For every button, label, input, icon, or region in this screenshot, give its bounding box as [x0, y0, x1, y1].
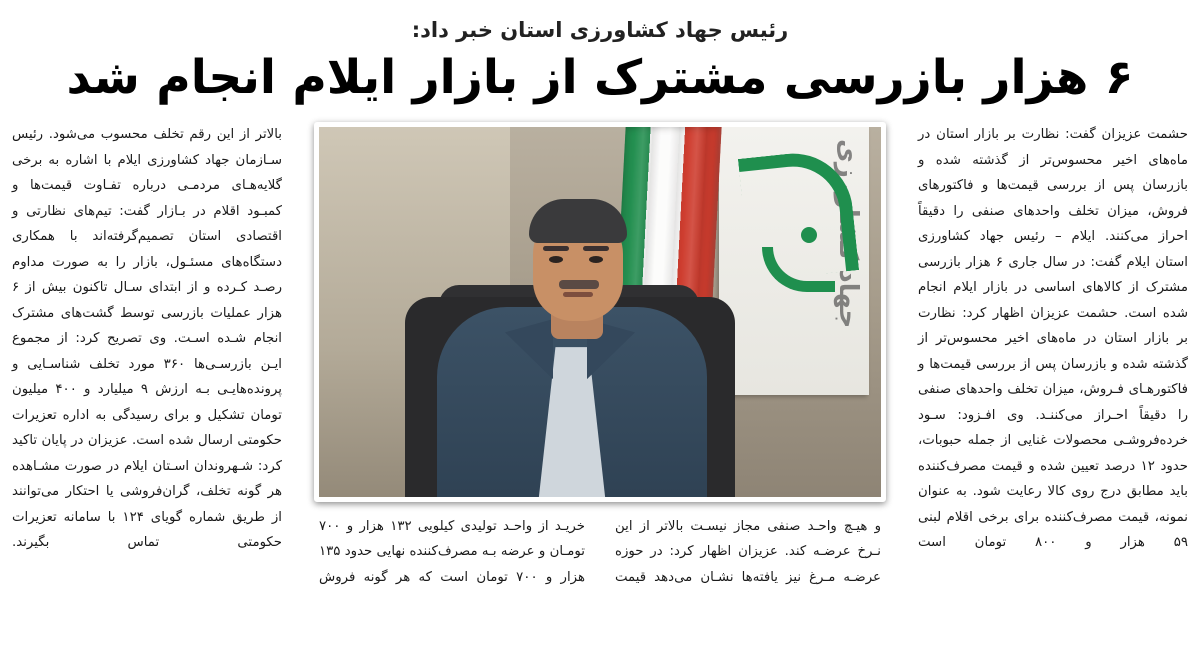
logo-leaf-icon — [762, 247, 835, 292]
article-column-left — [12, 122, 282, 564]
person-brow-right — [583, 246, 609, 251]
photo-captions — [319, 514, 881, 590]
banner-text: جهاد کشاورزی — [833, 139, 863, 329]
organization-banner-icon — [719, 127, 869, 395]
article-column-right — [918, 122, 1188, 564]
article-photo — [314, 122, 886, 502]
caption-left — [319, 514, 585, 590]
photo-illustration — [319, 127, 881, 497]
person-mouth — [563, 292, 593, 297]
person-shirt — [526, 347, 618, 497]
article-paragraph: حشمت عزیزان گفت: نظارت بر بازار استان در ماه‌های اخیر محسوس‌تر از گذشته شده و بازرسان پس از بررسی قیمت‌ها و فاکتورهای فروش، میزان تخلف واحدهای صنفی را دقیقاً احراز می‌کنند. ایلام – رئیس جهاد کشاورزی استان ایلام گفت: در سال جاری ۶ هزار بازرسی مشترک از کالاهای اساسی در بازار ایلام انجام شده است. حشمت عزیزان اظهار کرد: نظارت بر بازار استان در ماه‌های اخیر محسوس‌تر از گذشته شده و بازرسان پس از بررسی قیمت‌ها و فاکتورهـای فـروش، میزان تخلف واحدهای صنفی را دقیقاً احـراز می‌کننـد. وی افـزود: سـود خرده‌فروشـی محصولات غنایی از جمله حبوبات، حدود ۱۲ درصد تعیین شده و قیمت مصرف‌کننده باید مطابق درج روی کالا رعایت شود. به عنوان نمونه، قیمت مصرف‌کننده برای برخی اقلام لبنی ۵۹ هزار و ۸۰۰ تومان است — [918, 127, 1188, 551]
caption-right — [615, 514, 881, 590]
article-columns — [12, 122, 1188, 590]
caption-right-text: و هیـچ واحـد صنفی مجاز نیسـت بالاتر از این نـرخ عرضـه کند. عزیزان اظهار کرد: در حوزه عرضـه مـرغ نیز یافته‌ها نشـان می‌دهد قیمت — [615, 519, 881, 585]
article-kicker: رئیس جهاد کشاورزی استان خبر داد: — [411, 18, 789, 42]
person-moustache — [559, 280, 599, 289]
article-center-block — [300, 122, 900, 590]
article-paragraph: بالاتر از این رقم تخلف محسوب می‌شود. رئیس سـازمان جهاد کشاورزی ایلام با اشاره به برخی گلایه‌هـای مردمـی درباره تفـاوت قیمت‌ها و کمبـود اقلام در بـازار گفت: تیم‌های نظارتی و اقتصادی استان تصمیم‌گرفته‌اند با همکاری دستگاه‌های مسئـول، بازار را به صورت مداوم رصـد کـرده و از ابتدای سـال تاکنون بیش از ۶ هزار عملیات بازرسی توسط گشت‌های مشترک انجام شـده اسـت. وی تصریح کرد: از مجموع ایـن بازرسـی‌ها ۳۶۰ مورد تخلف شناسـایی و پرونده‌هایـی بـه ارزش ۹ میلیارد و ۴۰۰ میلیون تومان تشکیل و برای رسیدگی به اداره تعزیرات حکومتی ارسال شده است. عزیزان در پایان تاکید کرد: شـهروندان اسـتان ایلام در صورت مشـاهده هر گونه تخلف، گران‌فروشی یا احتکار می‌توانند از طریق شماره گویای ۱۲۴ با سامانه تعزیرات حکومتی تماس بگیرند. — [12, 127, 282, 551]
caption-left-text: خریـد از واحـد تولیدی کیلویی ۱۳۲ هزار و ۷۰۰ تومـان و عرضه بـه مصرف‌کننده نهایی حدود ۱۳۵ هزار و ۷۰۰ تومان است که هر گونه فروش — [319, 519, 585, 585]
person-brow-left — [543, 246, 569, 251]
person-hair — [529, 199, 627, 243]
page-title: ۶ هزار بازرسی مشترک از بازار ایلام انجام شد — [66, 50, 1134, 105]
newspaper-page — [0, 18, 1200, 657]
